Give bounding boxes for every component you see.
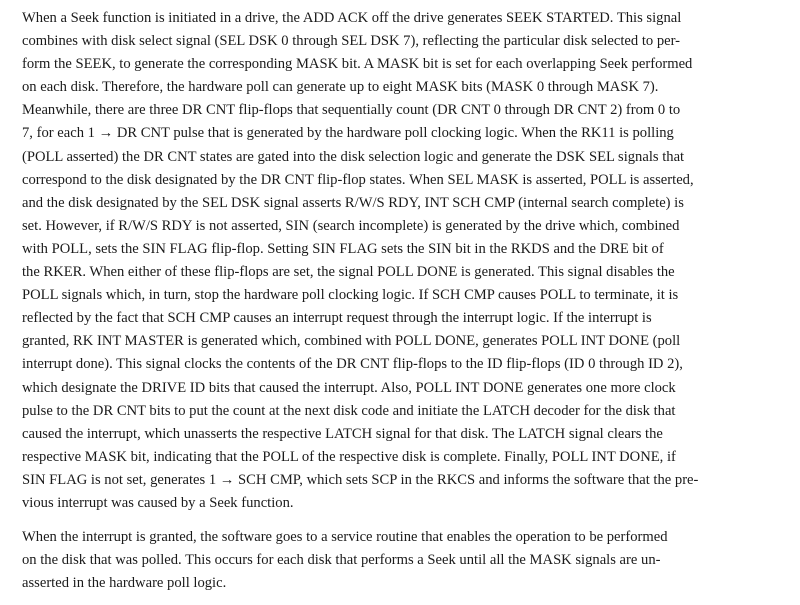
text-line: combines with disk select signal (SEL DSK 0 through SEL DSK 7), reflecting the particular disk selected to per- [22, 33, 681, 50]
text-line: When the interrupt is granted, the software goes to a service routine that enables the operation to be performed [22, 529, 668, 546]
text-line: respective MASK bit, indicating that the POLL of the respective disk is complete. Finally, POLL INT DONE, if [22, 448, 676, 465]
text-line: asserted in the hardware poll logic. [22, 575, 227, 592]
text-line: (POLL asserted) the DR CNT states are gated into the disk selection logic and generate the DSK SEL signals that [22, 148, 685, 165]
text-line: POLL signals which, in turn, stop the hardware poll clocking logic. If SCH CMP causes POLL to terminate, it is [22, 287, 679, 304]
text-line: and the disk designated by the SEL DSK signal asserts R/W/S RDY, INT SCH CMP (internal search complete) is [22, 194, 684, 211]
paragraph-spacer [22, 515, 788, 526]
text-line: caused the interrupt, which unasserts the respective LATCH signal for that disk. The LATCH signal clears the [22, 425, 663, 442]
text-line: on each disk. Therefore, the hardware poll can generate up to eight MASK bits (MASK 0 through MASK 7). [22, 79, 659, 96]
text-line: with POLL, sets the SIN FLAG flip-flop. Setting SIN FLAG sets the SIN bit in the RKDS and the DRE bit of [22, 240, 664, 257]
text-line: on the disk that was polled. This occurs for each disk that performs a Seek until all the MASK signals are un- [22, 552, 661, 569]
text-line: 7, for each 1 → DR CNT pulse that is generated by the hardware poll clocking logic. When the RK11 is polling [22, 125, 674, 142]
paragraph-seek-poll-logic [22, 7, 788, 515]
text-line: set. However, if R/W/S RDY is not asserted, SIN (search incomplete) is generated by the drive which, combined [22, 217, 680, 234]
text-line: the RKER. When either of these flip-flops are set, the signal POLL DONE is generated. This signal disables the [22, 264, 675, 281]
text-line: interrupt done). This signal clocks the contents of the DR CNT flip-flops to the ID flip-flops (ID 0 through ID 2), [22, 356, 683, 373]
text-line: Meanwhile, there are three DR CNT flip-flops that sequentially count (DR CNT 0 through DR CNT 2) from 0 to [22, 102, 681, 119]
text-line: When a Seek function is initiated in a drive, the ADD ACK off the drive generates SEEK STARTED. This signal [22, 10, 682, 26]
text-line: which designate the DRIVE ID bits that caused the interrupt. Also, POLL INT DONE generates one more clock [22, 379, 676, 396]
text-line: vious interrupt was caused by a Seek function. [22, 494, 294, 511]
text-line: correspond to the disk designated by the DR CNT flip-flop states. When SEL MASK is asserted, POLL is asserted, [22, 171, 694, 188]
text-line: reflected by the fact that SCH CMP causes an interrupt request through the interrupt logic. If the interrupt is [22, 310, 652, 327]
text-line: SIN FLAG is not set, generates 1 → SCH CMP, which sets SCP in the RKCS and informs the software that the pre- [22, 471, 699, 488]
document-page [22, 7, 788, 595]
paragraph-interrupt-service [22, 526, 788, 595]
text-line: pulse to the DR CNT bits to put the count at the next disk code and initiate the LATCH decoder for the disk that [22, 402, 676, 419]
text-line: granted, RK INT MASTER is generated which, combined with POLL DONE, generates POLL INT DONE (poll [22, 333, 681, 350]
text-line: form the SEEK, to generate the corresponding MASK bit. A MASK bit is set for each overlapping Seek performed [22, 56, 693, 73]
